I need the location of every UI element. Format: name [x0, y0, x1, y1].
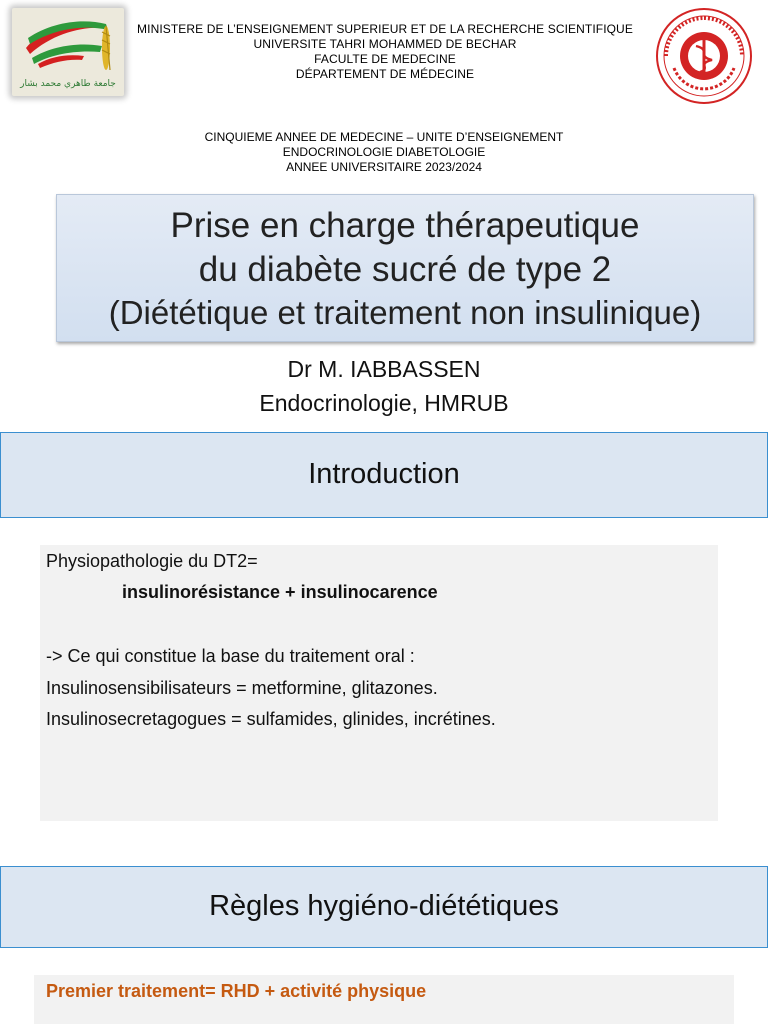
title-line-3: (Diététique et traitement non insulinique) — [108, 294, 702, 331]
author-block — [200, 352, 568, 420]
title-box — [56, 194, 754, 342]
logo-text: جامعة طاهري محمد بشار — [20, 79, 116, 89]
course-line: CINQUIEME ANNEE DE MEDECINE – UNITE D’ENSEIGNEMENT — [204, 130, 564, 144]
institution-line: MINISTERE DE L’ENSEIGNEMENT SUPERIEUR ET DE LA RECHERCHE SCIENTIFIQUE — [137, 22, 633, 36]
section-heading-introduction: Introduction — [0, 432, 768, 518]
intro-line: Insulinosecretagogues = sulfamides, glinides, incrétines. — [46, 709, 496, 729]
intro-line: Physiopathologie du DT2= — [46, 551, 258, 571]
section-heading-rhd: Règles hygiéno-diététiques — [0, 866, 768, 948]
course-info — [130, 130, 638, 175]
university-logo — [12, 8, 124, 96]
institution-line: FACULTE DE MEDECINE — [314, 52, 456, 66]
rhd-panel — [34, 975, 734, 1024]
title-line-2: du diabète sucré de type 2 — [198, 250, 612, 289]
institution-line: UNIVERSITE TAHRI MOHAMMED DE BECHAR — [253, 37, 517, 51]
author-name: Dr M. IABBASSEN — [287, 356, 481, 382]
intro-line: Insulinosensibilisateurs = metformine, glitazones. — [46, 678, 438, 698]
course-line: ANNEE UNIVERSITAIRE 2023/2024 — [286, 160, 482, 174]
course-line: ENDOCRINOLOGIE DIABETOLOGIE — [282, 145, 486, 159]
author-affiliation: Endocrinologie, HMRUB — [259, 390, 509, 416]
institution-line: DÉPARTEMENT DE MÉDECINE — [295, 67, 475, 81]
intro-line-bold: insulinorésistance + insulinocarence — [122, 582, 438, 602]
title-line-1: Prise en charge thérapeutique — [170, 206, 640, 245]
intro-line: -> Ce qui constitue la base du traitement oral : — [46, 646, 415, 666]
institution-header — [130, 22, 640, 82]
rhd-first-line: Premier traitement= RHD + activité physique — [46, 981, 427, 1001]
introduction-panel — [40, 545, 718, 821]
faculty-seal — [652, 6, 756, 106]
